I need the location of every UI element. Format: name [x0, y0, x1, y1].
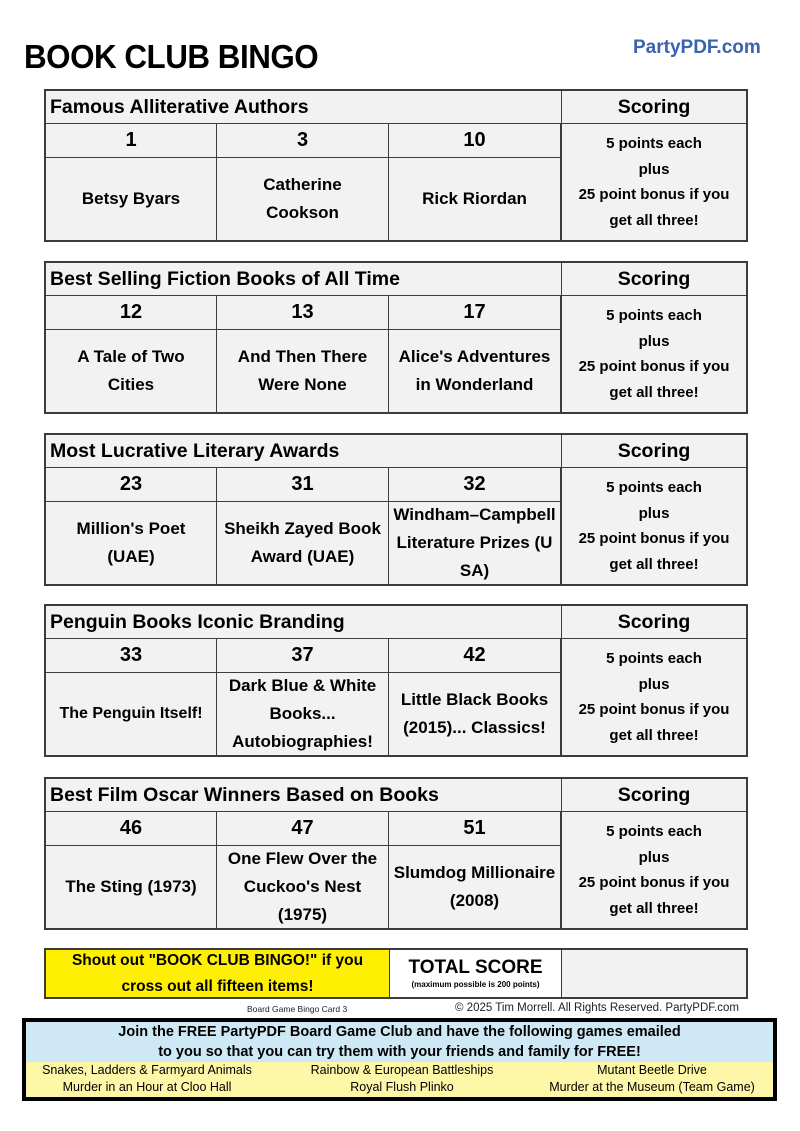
bingo-section-4: [44, 604, 748, 757]
square-number: 12: [44, 295, 217, 330]
bingo-square[interactable]: Dark Blue & White Books... Autobiographies!: [216, 672, 389, 757]
bingo-section-2: [44, 261, 748, 414]
scoring-rules: [561, 638, 748, 757]
brand-link[interactable]: PartyPDF.com: [633, 37, 761, 58]
square-number: 17: [388, 295, 561, 330]
scoring-line: 25 point bonus if you: [578, 530, 730, 547]
scoring-rules: [561, 123, 748, 242]
bingo-square[interactable]: Betsy Byars: [44, 157, 217, 242]
card-label: Board Game Bingo Card 3: [247, 1004, 348, 1014]
scoring-line: get all three!: [609, 726, 699, 744]
shout-line: cross out all fifteen items!: [121, 977, 314, 995]
promo-line: to you so that you can try them with your friends and family for FREE!: [158, 1044, 641, 1060]
scoring-line: plus: [638, 160, 670, 178]
bingo-square[interactable]: Rick Riordan: [388, 157, 561, 242]
bingo-section-1: [44, 89, 748, 242]
bingo-shout-banner: [44, 948, 390, 999]
game-item: Snakes, Ladders & Farmyard Animals: [42, 1063, 252, 1077]
scoring-line: plus: [638, 332, 670, 350]
bingo-square[interactable]: Million's Poet (UAE): [44, 501, 217, 586]
square-number: 37: [216, 638, 389, 673]
square-number: 33: [44, 638, 217, 673]
scoring-line: get all three!: [609, 899, 699, 917]
scoring-line: 5 points each: [606, 650, 702, 667]
bingo-square[interactable]: A Tale of Two Cities: [44, 329, 217, 414]
game-item: Mutant Beetle Drive: [597, 1063, 707, 1077]
square-number: 3: [216, 123, 389, 158]
page-title: BOOK CLUB BINGO: [24, 38, 319, 75]
bingo-square[interactable]: And Then There Were None: [216, 329, 389, 414]
square-number: 42: [388, 638, 561, 673]
bingo-square[interactable]: Catherine Cookson: [216, 157, 389, 242]
bingo-square[interactable]: Little Black Books (2015)... Classics!: [388, 672, 561, 757]
club-promo-banner: [22, 1018, 777, 1101]
square-number: 1: [44, 123, 217, 158]
square-number: 51: [388, 811, 561, 846]
score-row: [44, 948, 748, 999]
bingo-section-3: [44, 433, 748, 586]
bingo-section-5: [44, 777, 748, 930]
copyright-notice: © 2025 Tim Morrell. All Rights Reserved. PartyPDF.com: [455, 1002, 739, 1014]
total-score-label: [389, 948, 562, 999]
bingo-square[interactable]: Alice's Adventures in Wonderland: [388, 329, 561, 414]
total-score-field[interactable]: [561, 948, 748, 999]
game-item: Royal Flush Plinko: [350, 1080, 454, 1094]
bingo-square[interactable]: One Flew Over the Cuckoo's Nest (1975): [216, 845, 389, 930]
total-score-note: (maximum possible is 200 points): [411, 979, 540, 989]
square-number: 32: [388, 467, 561, 502]
scoring-line: get all three!: [609, 211, 699, 229]
scoring-rules: [561, 467, 748, 586]
bingo-square[interactable]: Sheikh Zayed Book Award (UAE): [216, 501, 389, 586]
scoring-line: 25 point bonus if you: [578, 701, 730, 718]
bingo-square[interactable]: The Sting (1973): [44, 845, 217, 930]
section-title: Penguin Books Iconic Branding: [44, 604, 562, 639]
game-item: Murder in an Hour at Cloo Hall: [62, 1080, 232, 1094]
section-title: Best Film Oscar Winners Based on Books: [44, 777, 562, 812]
section-title: Most Lucrative Literary Awards: [44, 433, 562, 468]
games-list: [26, 1062, 773, 1097]
square-number: 46: [44, 811, 217, 846]
scoring-line: plus: [638, 504, 670, 522]
scoring-line: 5 points each: [606, 135, 702, 152]
bingo-square[interactable]: Slumdog Millionaire (2008): [388, 845, 561, 930]
section-title: Famous Alliterative Authors: [44, 89, 562, 124]
promo-message: [26, 1022, 773, 1062]
scoring-line: 25 point bonus if you: [578, 874, 730, 891]
scoring-line: plus: [638, 675, 670, 693]
total-score-heading: TOTAL SCORE: [408, 956, 543, 978]
scoring-header: Scoring: [561, 89, 748, 124]
section-title: Best Selling Fiction Books of All Time: [44, 261, 562, 296]
square-number: 13: [216, 295, 389, 330]
promo-line: Join the FREE PartyPDF Board Game Club and have the following games emailed: [118, 1024, 681, 1040]
bingo-square[interactable]: The Penguin Itself!: [44, 672, 217, 757]
scoring-header: Scoring: [561, 433, 748, 468]
shout-line: Shout out "BOOK CLUB BINGO!" if you: [71, 951, 364, 969]
scoring-header: Scoring: [561, 604, 748, 639]
scoring-header: Scoring: [561, 777, 748, 812]
scoring-line: 25 point bonus if you: [578, 358, 730, 375]
scoring-line: get all three!: [609, 555, 699, 573]
bingo-square[interactable]: Windham–Campbell Literature Prizes (USA): [388, 501, 561, 586]
square-number: 47: [216, 811, 389, 846]
game-item: Rainbow & European Battleships: [310, 1063, 494, 1077]
scoring-line: 5 points each: [606, 307, 702, 324]
scoring-line: plus: [638, 848, 670, 866]
scoring-line: 5 points each: [606, 823, 702, 840]
scoring-line: 25 point bonus if you: [578, 186, 730, 203]
game-item: Murder at the Museum (Team Game): [549, 1080, 755, 1094]
square-number: 23: [44, 467, 217, 502]
square-number: 10: [388, 123, 561, 158]
scoring-rules: [561, 811, 748, 930]
scoring-line: 5 points each: [606, 479, 702, 496]
scoring-header: Scoring: [561, 261, 748, 296]
scoring-rules: [561, 295, 748, 414]
scoring-line: get all three!: [609, 383, 699, 401]
square-number: 31: [216, 467, 389, 502]
